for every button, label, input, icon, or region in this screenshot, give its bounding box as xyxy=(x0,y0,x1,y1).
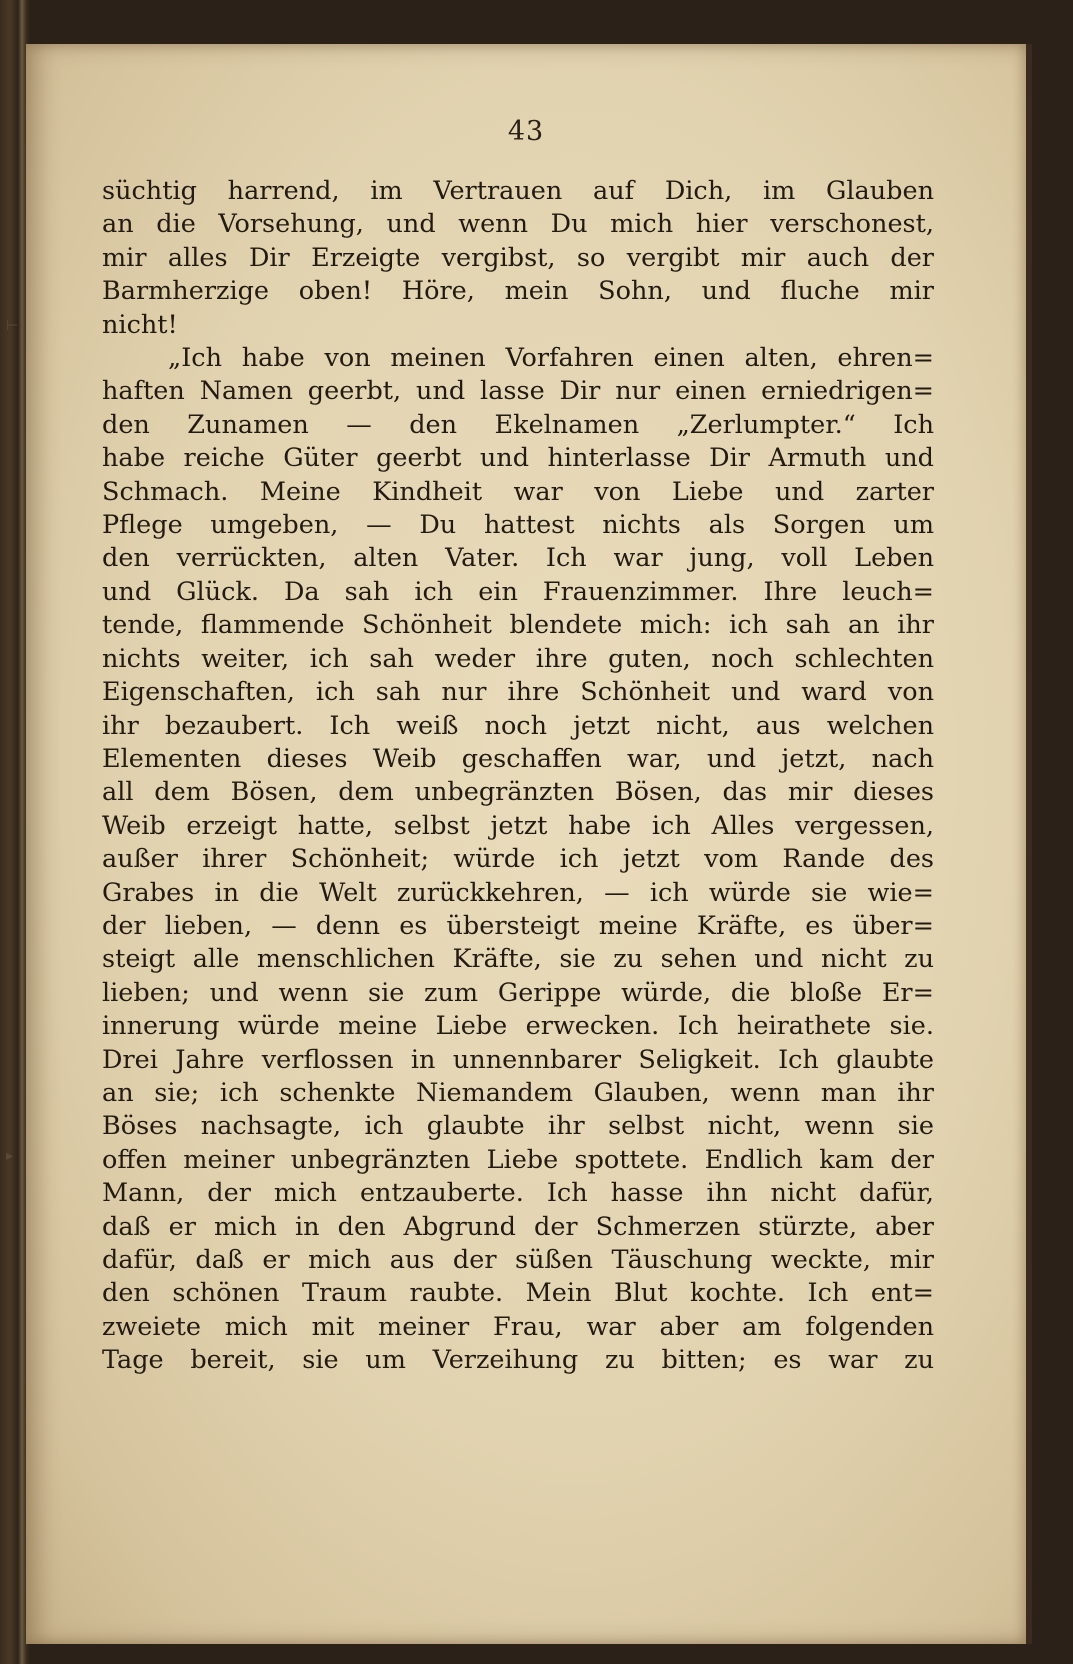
text-line: nichts weiter, ich sah weder ihre guten, noch schlechten xyxy=(102,643,934,674)
page-text xyxy=(102,175,934,1378)
margin-mark: ⊢ xyxy=(6,318,19,334)
text-line: Böses nachsagte, ich glaubte ihr selbst nicht, wenn sie xyxy=(102,1111,934,1142)
page-number: 43 xyxy=(507,116,545,147)
text-line: offen meiner unbegränzten Liebe spottete. Endlich kam der xyxy=(102,1144,934,1175)
text-line: den verrückten, alten Vater. Ich war jung, voll Leben xyxy=(102,543,934,574)
book-page xyxy=(26,44,1032,1644)
text-line: daß er mich in den Abgrund der Schmerzen stürzte, aber xyxy=(102,1211,934,1242)
text-line: all dem Bösen, dem unbegränzten Bösen, das mir dieses xyxy=(102,777,934,808)
text-line: haften Namen geerbt, und lasse Dir nur einen erniedrigen= xyxy=(102,376,934,407)
text-line: Drei Jahre verflossen in unnennbarer Seligkeit. Ich glaubte xyxy=(102,1044,934,1075)
text-line: Tage bereit, sie um Verzeihung zu bitten; es war zu xyxy=(102,1345,934,1376)
text-line: Weib erzeigt hatte, selbst jetzt habe ich Alles vergessen, xyxy=(102,810,934,841)
text-line: mir alles Dir Erzeigte vergibst, so vergibt mir auch der xyxy=(102,242,934,273)
text-line: süchtig harrend, im Vertrauen auf Dich, im Glauben xyxy=(102,176,934,206)
text-line: Eigenschaften, ich sah nur ihre Schönheit und ward von xyxy=(102,677,934,708)
text-line: der lieben, — denn es übersteigt meine Kräfte, es über= xyxy=(102,910,934,941)
text-line: „Ich habe von meinen Vorfahren einen alten, ehren= xyxy=(168,343,934,374)
text-line: Elementen dieses Weib geschaffen war, und jetzt, nach xyxy=(102,743,934,774)
text-line: habe reiche Güter geerbt und hinterlasse Dir Armuth und xyxy=(102,443,934,474)
text-line: lieben; und wenn sie zum Gerippe würde, die bloße Er= xyxy=(102,977,934,1008)
text-line: dafür, daß er mich aus der süßen Täuschung weckte, mir xyxy=(102,1245,934,1275)
text-line: zweiete mich mit meiner Frau, war aber am folgenden xyxy=(102,1311,934,1342)
text-line: steigt alle menschlichen Kräfte, sie zu sehen und nicht zu xyxy=(102,944,934,975)
text-line: den schönen Traum raubte. Mein Blut kochte. Ich ent= xyxy=(102,1278,934,1309)
text-line: ihr bezaubert. Ich weiß noch jetzt nicht, aus welchen xyxy=(102,710,934,741)
text-line: Mann, der mich entzauberte. Ich hasse ihn nicht dafür, xyxy=(102,1178,934,1209)
text-line: Barmherzige oben! Höre, mein Sohn, und fluche mir xyxy=(102,276,934,307)
text-line: an sie; ich schenkte Niemandem Glauben, wenn man ihr xyxy=(102,1077,934,1108)
margin-mark: ▸ xyxy=(6,1148,14,1164)
text-line: innerung würde meine Liebe erwecken. Ich heirathete sie. xyxy=(102,1011,934,1042)
text-line: Grabes in die Welt zurückkehren, — ich würde sie wie= xyxy=(102,877,934,908)
text-line: und Glück. Da sah ich ein Frauenzimmer. Ihre leuch= xyxy=(102,576,934,607)
text-line: an die Vorsehung, und wenn Du mich hier verschonest, xyxy=(102,209,934,240)
text-line: nicht! xyxy=(102,309,178,340)
text-line: außer ihrer Schönheit; würde ich jetzt vom Rande des xyxy=(102,844,934,875)
text-line: tende, flammende Schönheit blendete mich: ich sah an ihr xyxy=(102,610,934,641)
text-line: Pflege umgeben, — Du hattest nichts als Sorgen um xyxy=(102,510,934,541)
text-line: Schmach. Meine Kindheit war von Liebe und zarter xyxy=(102,476,934,507)
text-line: den Zunamen — den Ekelnamen „Zerlumpter.“ Ich xyxy=(102,409,934,440)
